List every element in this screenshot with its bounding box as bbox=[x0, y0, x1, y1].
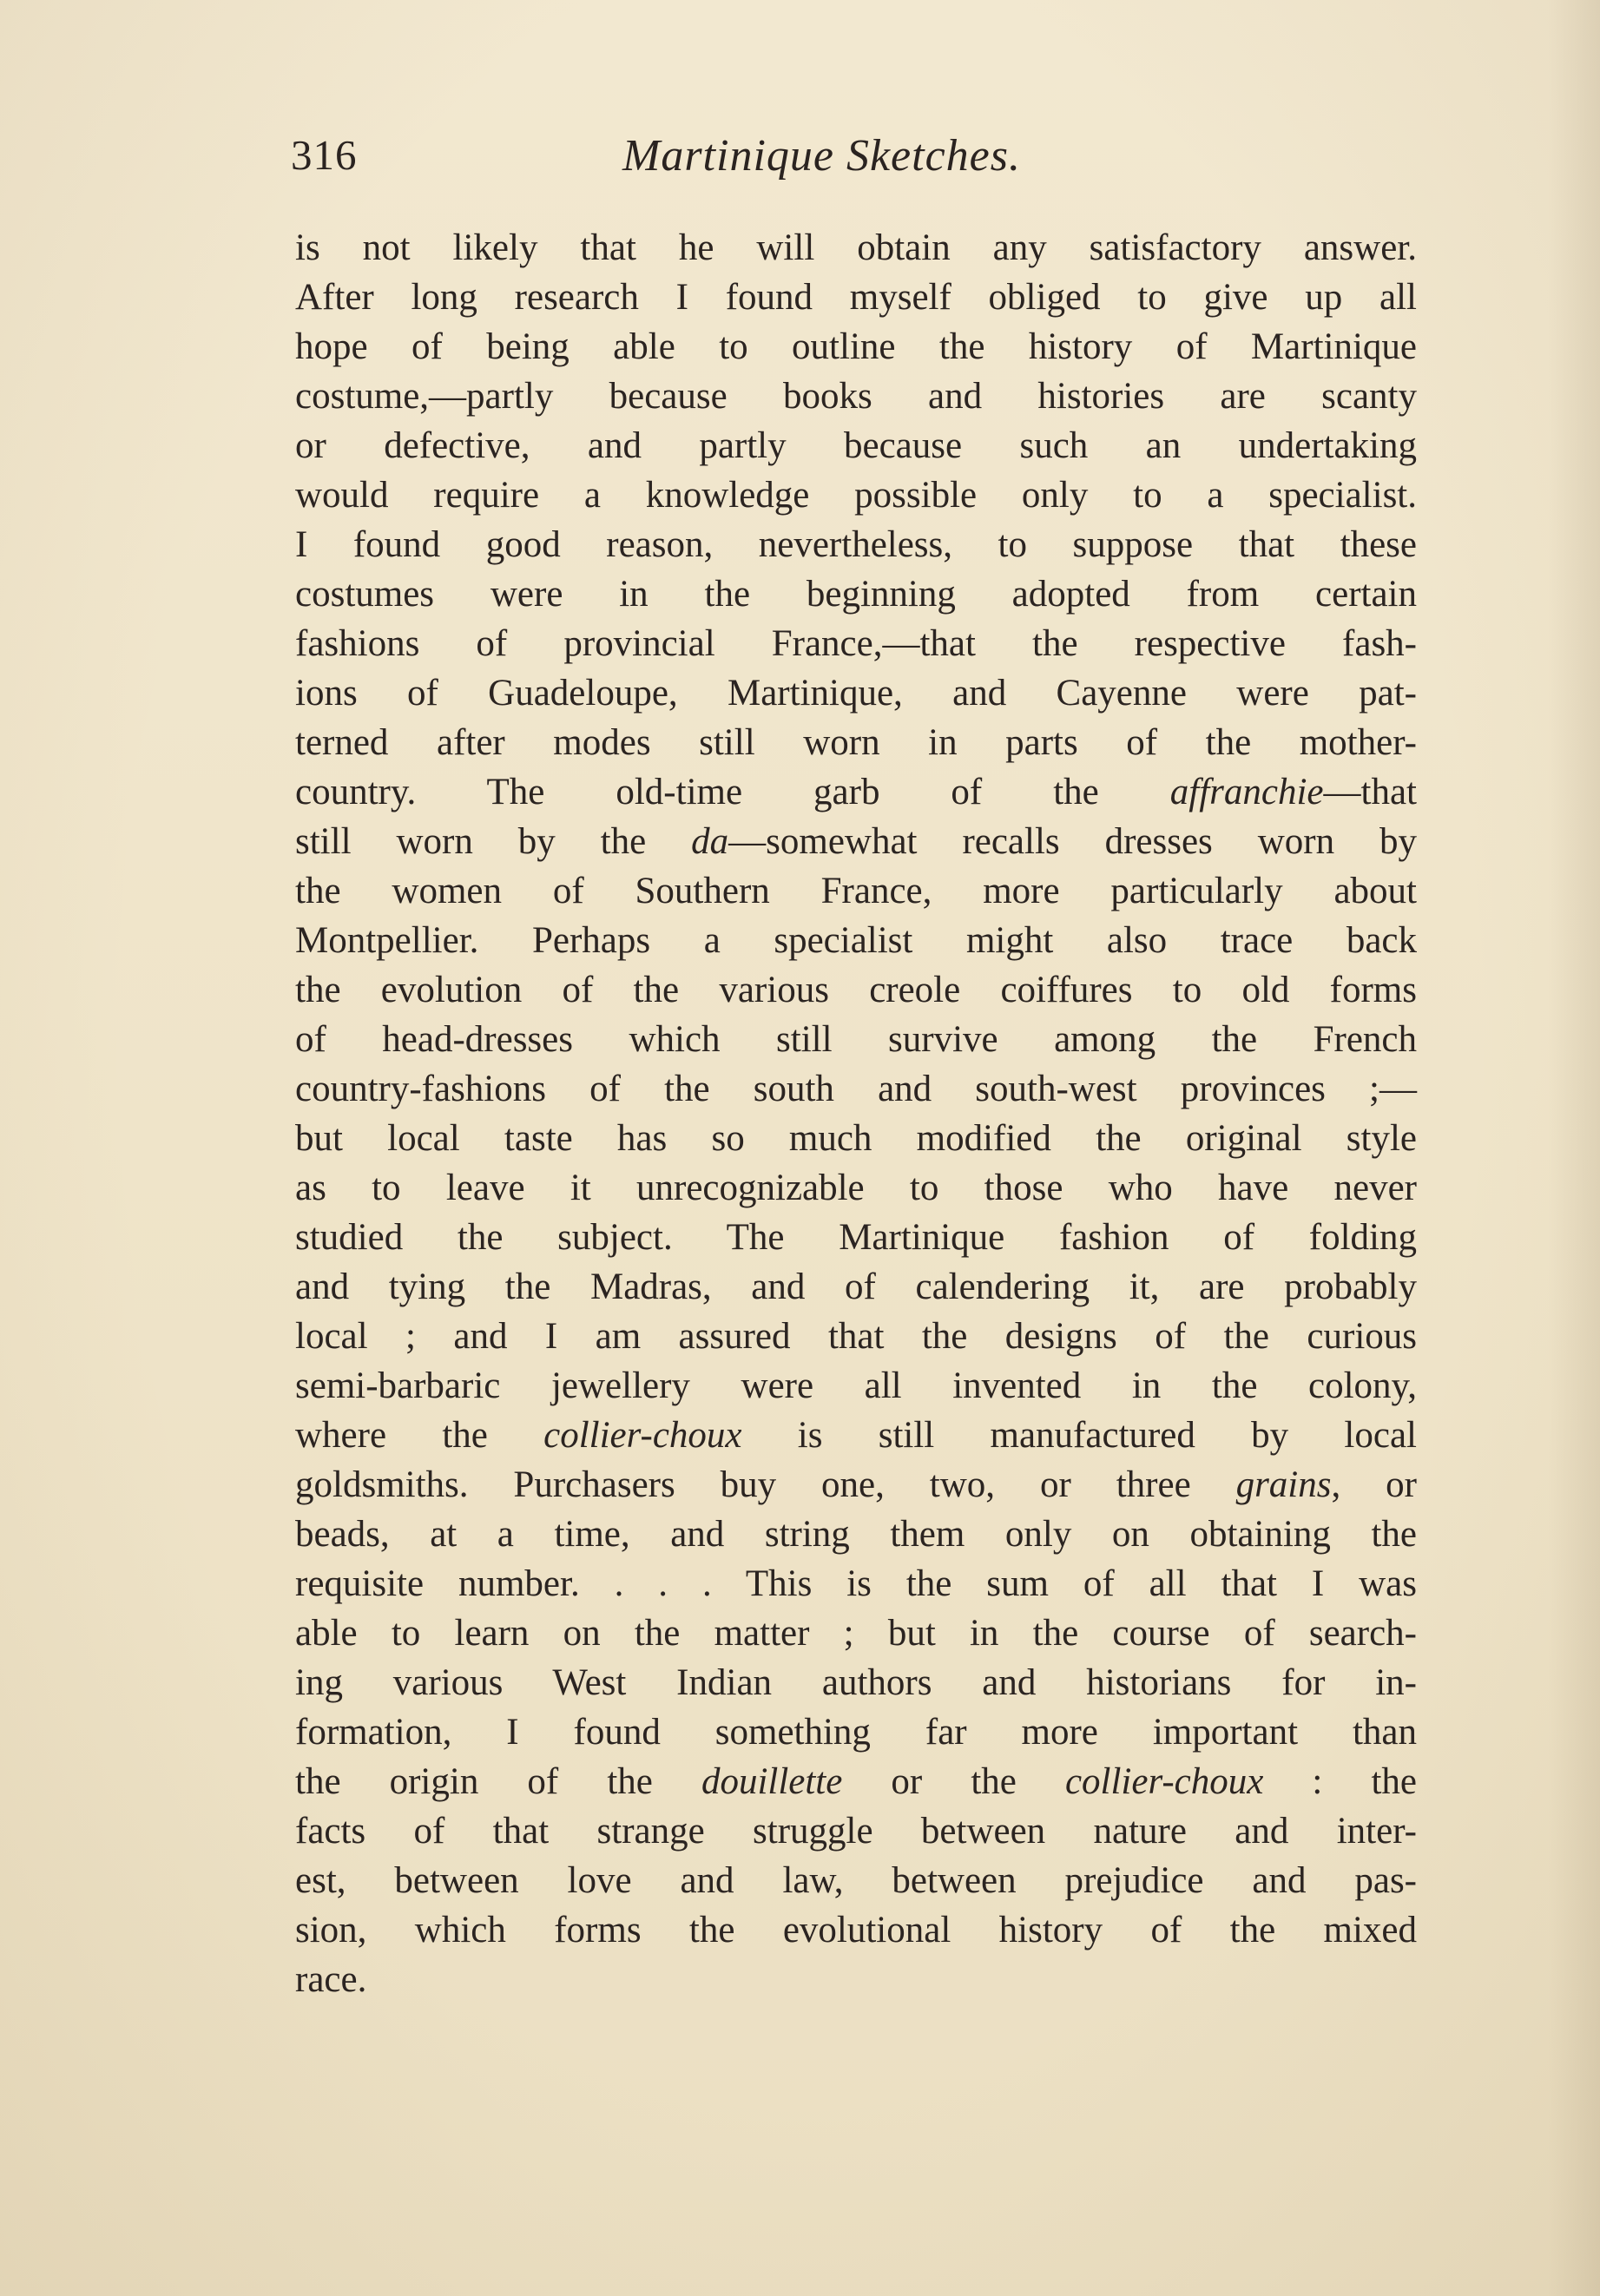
text-span: the women of Southern France, more particularly about bbox=[295, 871, 1417, 911]
text-line bbox=[295, 1114, 1417, 1163]
text-span: —somewhat recalls dresses worn by bbox=[728, 821, 1417, 862]
text-span: est, between love and law, between prejudice and pas- bbox=[295, 1860, 1417, 1901]
text-line bbox=[295, 520, 1417, 569]
text-line bbox=[295, 1312, 1417, 1361]
text-line bbox=[295, 965, 1417, 1015]
text-line bbox=[295, 1559, 1417, 1609]
text-span: or defective, and partly because such an undertaking bbox=[295, 425, 1417, 466]
text-line bbox=[295, 569, 1417, 619]
text-line bbox=[295, 1757, 1417, 1806]
text-line bbox=[295, 1411, 1417, 1460]
text-line bbox=[295, 1510, 1417, 1559]
text-line bbox=[295, 421, 1417, 470]
text-line bbox=[295, 273, 1417, 322]
text-line bbox=[295, 1163, 1417, 1213]
italic-term: douillette bbox=[701, 1761, 843, 1802]
text-span: is still manufactured by local bbox=[741, 1415, 1418, 1456]
text-line bbox=[295, 916, 1417, 965]
text-span: and tying the Madras, and of calendering it, are probably bbox=[295, 1266, 1417, 1307]
text-line bbox=[295, 372, 1417, 421]
italic-term: collier-choux bbox=[1064, 1761, 1264, 1802]
text-span: beads, at a time, and string them only on obtaining the bbox=[295, 1514, 1417, 1555]
text-span: , or bbox=[1331, 1464, 1417, 1505]
text-line bbox=[295, 1707, 1417, 1757]
text-span: terned after modes still worn in parts of the mother- bbox=[295, 722, 1417, 763]
text-line bbox=[295, 322, 1417, 372]
text-span: I found good reason, nevertheless, to suppose that these bbox=[295, 524, 1417, 565]
text-line bbox=[295, 866, 1417, 916]
text-span: goldsmiths. Purchasers buy one, two, or three bbox=[295, 1464, 1236, 1505]
page-number: 316 bbox=[291, 131, 358, 179]
text-span: ions of Guadeloupe, Martinique, and Cayenne were pat- bbox=[295, 673, 1417, 714]
text-line bbox=[295, 470, 1417, 520]
text-line bbox=[295, 1856, 1417, 1905]
text-span: the evolution of the various creole coiffures to old forms bbox=[295, 970, 1417, 1010]
text-line bbox=[295, 1905, 1417, 1955]
text-line bbox=[295, 718, 1417, 767]
text-span: is not likely that he will obtain any satisfactory answer. bbox=[295, 227, 1417, 268]
text-span: costumes were in the beginning adopted from certain bbox=[295, 574, 1417, 615]
text-span: After long research I found myself obliged to give up all bbox=[295, 277, 1417, 318]
italic-term: da bbox=[691, 821, 729, 862]
text-line bbox=[295, 223, 1417, 273]
text-span: country. The old-time garb of the bbox=[295, 772, 1170, 812]
page-edge-shadow bbox=[1548, 0, 1600, 2296]
text-span: local ; and I am assured that the designs of the curious bbox=[295, 1316, 1417, 1357]
text-line bbox=[295, 1262, 1417, 1312]
text-line bbox=[295, 1064, 1417, 1114]
text-span: —that bbox=[1323, 772, 1417, 812]
text-span: costume,—partly because books and histories are scanty bbox=[295, 376, 1417, 417]
text-span: race. bbox=[295, 1959, 367, 2000]
body-text bbox=[295, 223, 1417, 2004]
text-span: or the bbox=[842, 1761, 1065, 1802]
text-span: sion, which forms the evolutional history of the mixed bbox=[295, 1910, 1417, 1951]
text-span: fashions of provincial France,—that the respective fash- bbox=[295, 623, 1417, 664]
text-line bbox=[295, 1460, 1417, 1510]
text-line bbox=[295, 1658, 1417, 1707]
text-span: formation, I found something far more important than bbox=[295, 1712, 1417, 1753]
text-span: but local taste has so much modified the original style bbox=[295, 1118, 1417, 1159]
text-line bbox=[295, 817, 1417, 866]
running-title: Martinique Sketches. bbox=[622, 131, 1021, 181]
text-span: where the bbox=[295, 1415, 544, 1456]
text-line bbox=[295, 1609, 1417, 1658]
text-span: able to learn on the matter ; but in the course of search- bbox=[295, 1613, 1417, 1654]
text-line bbox=[295, 1955, 1417, 2004]
italic-term: grains bbox=[1235, 1464, 1332, 1505]
text-span: the origin of the bbox=[295, 1761, 701, 1802]
italic-term: affranchie bbox=[1169, 772, 1324, 812]
italic-term: collier-choux bbox=[543, 1415, 742, 1456]
text-span: country-fashions of the south and south-west provinces ;— bbox=[295, 1069, 1417, 1109]
text-span: : the bbox=[1263, 1761, 1417, 1802]
text-span: requisite number. . . . This is the sum of all that I was bbox=[295, 1563, 1417, 1604]
text-span: of head-dresses which still survive among the French bbox=[295, 1019, 1417, 1060]
text-line bbox=[295, 1213, 1417, 1262]
text-span: would require a knowledge possible only to a specialist. bbox=[295, 475, 1417, 516]
text-span: semi-barbaric jewellery were all invented in the colony, bbox=[295, 1365, 1417, 1406]
text-line bbox=[295, 1361, 1417, 1411]
text-line bbox=[295, 1806, 1417, 1856]
text-span: hope of being able to outline the history of Martinique bbox=[295, 326, 1417, 367]
text-span: studied the subject. The Martinique fashion of folding bbox=[295, 1217, 1417, 1258]
text-line bbox=[295, 668, 1417, 718]
text-span: facts of that strange struggle between nature and inter- bbox=[295, 1811, 1417, 1852]
text-line bbox=[295, 767, 1417, 817]
text-span: Montpellier. Perhaps a specialist might also trace back bbox=[295, 920, 1417, 961]
text-span: ing various West Indian authors and historians for in- bbox=[295, 1662, 1417, 1703]
page-header bbox=[291, 130, 1419, 200]
text-span: still worn by the bbox=[295, 821, 692, 862]
text-line bbox=[295, 619, 1417, 668]
text-line bbox=[295, 1015, 1417, 1064]
text-span: as to leave it unrecognizable to those who have never bbox=[295, 1168, 1417, 1208]
